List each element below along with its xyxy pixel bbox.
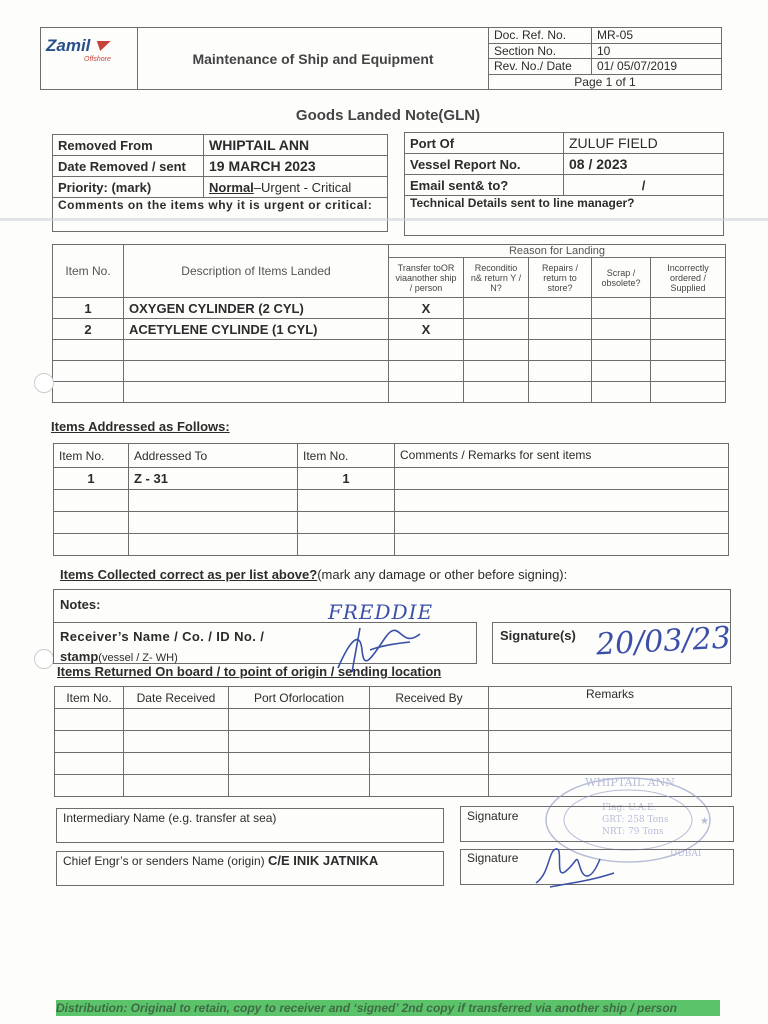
signature-date-handwritten: 20/03/23	[595, 620, 732, 663]
reason-col-transfer: Transfer toOR viaanother ship / person	[389, 258, 464, 298]
section-value: 10	[592, 43, 722, 59]
collected-heading-underlined: Items Collected correct as per list above?	[60, 567, 318, 582]
reason-col-incorrect: Incorrectly ordered / Supplied	[651, 258, 726, 298]
port-of-label: Port Of	[405, 133, 564, 154]
page-number: Page 1 of 1	[489, 74, 722, 90]
collected-heading-rest: (mark any damage or other before signing):	[317, 567, 568, 582]
table-row	[53, 382, 726, 403]
stamp-line-4: DUBAI	[670, 849, 702, 859]
hole-punch-mark	[34, 373, 54, 393]
addressed-col-comments: Comments / Remarks for sent items	[395, 444, 729, 468]
stamp-line-2: GRT: 258 Tons	[602, 815, 669, 825]
section-label: Section No.	[489, 43, 592, 59]
document-header	[40, 27, 722, 90]
signature-label-2: Signature	[467, 851, 519, 865]
receiver-stamp-label	[60, 649, 178, 664]
returned-col-port: Port Oforlocation	[229, 687, 370, 709]
col-description: Description of Items Landed	[124, 245, 389, 298]
chief-engineer-row	[63, 853, 378, 868]
comments-label: Comments on the items why it is urgent or critical:	[53, 198, 388, 232]
chief-signature-scribble	[530, 843, 620, 891]
items-landed-table	[52, 244, 726, 403]
priority-normal: Normal	[209, 179, 254, 195]
col-item-no: Item No.	[53, 245, 124, 298]
item-desc-cell: OXYGEN CYLINDER (2 CYL)	[124, 298, 389, 319]
rev-label: Rev. No./ Date	[489, 59, 592, 75]
returned-col-remarks: Remarks	[489, 687, 732, 709]
email-sent-value: /	[564, 175, 724, 196]
signature-label-1: Signature	[467, 809, 519, 823]
stamp-label: stamp	[60, 649, 99, 664]
intermediary-label: Intermediary Name (e.g. transfer at sea)	[63, 811, 277, 825]
table-row	[53, 361, 726, 382]
logo-subtext: Offshore	[84, 56, 111, 63]
addressed-comments-value	[395, 468, 729, 490]
mark-cell	[529, 319, 592, 340]
addressed-col-to: Addressed To	[129, 444, 298, 468]
mark-cell	[464, 298, 529, 319]
mark-cell	[592, 319, 651, 340]
item-no-cell: 2	[53, 319, 124, 340]
returned-col-received-by: Received By	[370, 687, 489, 709]
priority-value	[204, 177, 388, 198]
vessel-report-value: 08 / 2023	[564, 154, 724, 175]
addressed-table	[53, 443, 729, 556]
table-row	[54, 534, 729, 556]
reason-col-repairs: Repairs / return to store?	[529, 258, 592, 298]
addressed-col-item-no: Item No.	[54, 444, 129, 468]
addressed-to-value: Z - 31	[129, 468, 298, 490]
item-no-cell: 1	[53, 298, 124, 319]
form-title: Goods Landed Note(GLN)	[295, 107, 481, 124]
returned-col-date: Date Received	[124, 687, 229, 709]
document-title: Maintenance of Ship and Equipment	[138, 28, 489, 90]
receiver-label: Receiver’s Name / Co. / ID No. /	[60, 629, 265, 644]
addressed-heading: Items Addressed as Follows:	[51, 419, 230, 434]
table-row	[53, 340, 726, 361]
stamp-star-icon: ★	[700, 816, 709, 827]
zamil-logo	[46, 36, 132, 63]
priority-label: Priority: (mark)	[53, 177, 204, 198]
stamp-line-3: NRT: 79 Tons	[602, 827, 664, 837]
removed-from-value: WHIPTAIL ANN	[204, 135, 388, 156]
scan-crease	[0, 218, 768, 221]
logo-mark-icon	[93, 41, 111, 51]
distribution-note	[56, 1000, 720, 1016]
table-row	[55, 731, 732, 753]
item-desc-cell: ACETYLENE CYLINDE (1 CYL)	[124, 319, 389, 340]
stamp-line-1: Flag: U.A.E.	[602, 803, 657, 813]
doc-ref-label: Doc. Ref. No.	[489, 28, 592, 44]
date-removed-label: Date Removed / sent	[53, 156, 204, 177]
mark-cell	[651, 319, 726, 340]
receiver-handwritten-name: FREDDIE	[328, 600, 434, 624]
reason-col-recondition: Reconditio n& return Y / N?	[464, 258, 529, 298]
signature-label: Signature(s)	[500, 628, 576, 643]
addressed-item-no-2: 1	[298, 468, 395, 490]
chief-engineer-label: Chief Engr’s or senders Name (origin)	[63, 854, 265, 868]
addressed-col-item-no-2: Item No.	[298, 444, 395, 468]
mark-cell: X	[389, 298, 464, 319]
table-row	[55, 709, 732, 731]
mark-cell	[529, 298, 592, 319]
collected-heading	[60, 567, 567, 582]
mark-cell: X	[389, 319, 464, 340]
table-row	[53, 319, 726, 340]
rev-value: 01/ 05/07/2019	[592, 59, 722, 75]
mark-cell	[651, 298, 726, 319]
mark-cell	[464, 319, 529, 340]
addressed-item-no: 1	[54, 468, 129, 490]
reason-col-scrap: Scrap / obsolete?	[592, 258, 651, 298]
email-sent-label: Email sent& to?	[405, 175, 564, 196]
table-row	[54, 490, 729, 512]
doc-ref-value: MR-05	[592, 28, 722, 44]
priority-rest: –Urgent - Critical	[253, 179, 352, 195]
returned-heading: Items Returned On board / to point of origin / sending location	[57, 664, 442, 679]
removed-from-label: Removed From	[53, 135, 204, 156]
table-row	[54, 512, 729, 534]
reason-for-landing-header: Reason for Landing	[389, 245, 726, 258]
logo-text: Zamil	[46, 36, 91, 55]
vessel-report-label: Vessel Report No.	[405, 154, 564, 175]
hole-punch-mark	[34, 649, 54, 669]
mark-cell	[592, 298, 651, 319]
date-removed-value: 19 MARCH 2023	[204, 156, 388, 177]
stamp-vessel-name: WHIPTAIL ANN	[585, 776, 675, 789]
distribution-text: Distribution: Original to retain, copy to receiver and ‘signed’ 2nd copy if transferred via another ship / person	[56, 1001, 678, 1015]
chief-engineer-value: C/E INIK JATNIKA	[267, 853, 379, 868]
stamp-label-small: (vessel / Z- WH)	[98, 652, 178, 664]
port-of-value: ZULUF FIELD	[564, 133, 724, 154]
table-row	[53, 298, 726, 319]
tech-details-label: Technical Details sent to line manager?	[405, 196, 724, 236]
returned-col-item-no: Item No.	[55, 687, 124, 709]
logo-cell	[41, 28, 138, 90]
table-row	[54, 468, 729, 490]
notes-label: Notes:	[60, 597, 101, 612]
